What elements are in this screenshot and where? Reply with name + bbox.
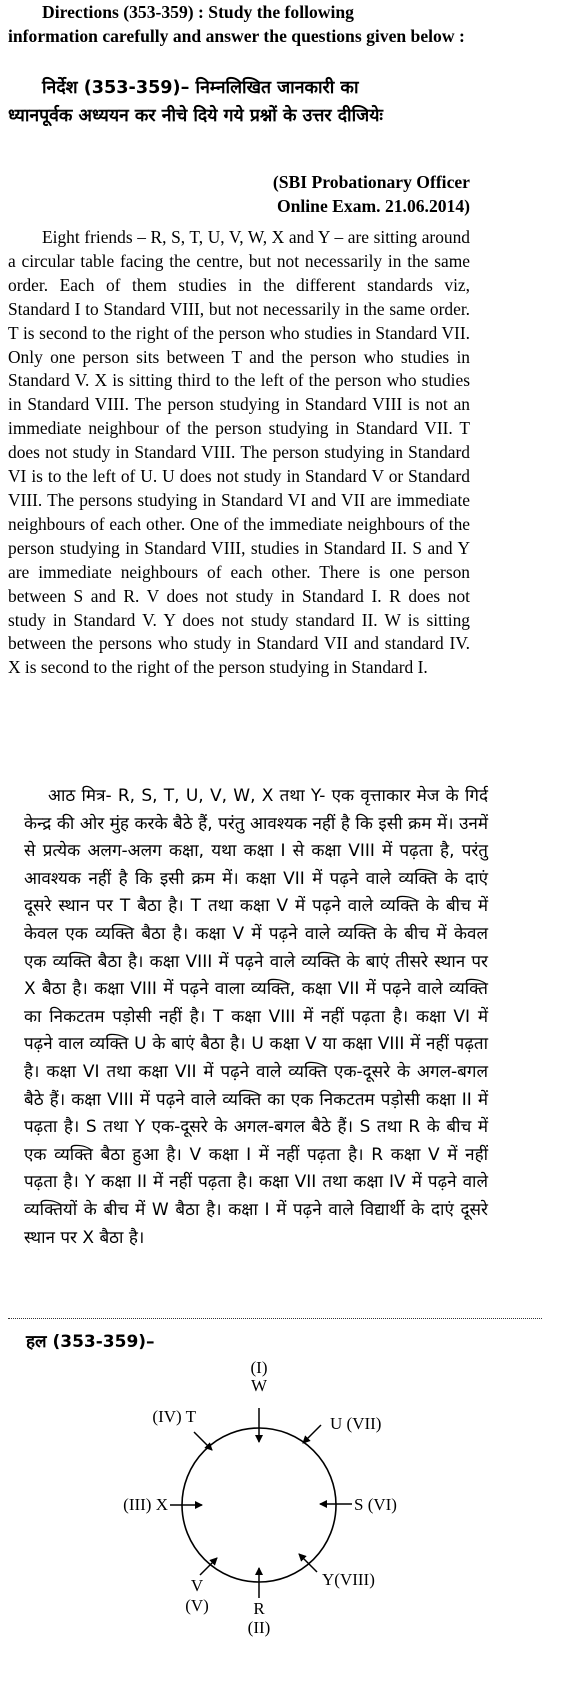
exam-source-line2: Online Exam. 21.06.2014) bbox=[276, 196, 470, 216]
directions-english bbox=[8, 0, 470, 48]
seat-w-label: W bbox=[250, 1376, 268, 1395]
directions-hindi bbox=[8, 74, 470, 130]
seat-v-standard: (V) bbox=[185, 1596, 209, 1615]
seat-x-label: (III) X bbox=[123, 1495, 168, 1514]
seat-r-label: R bbox=[253, 1599, 265, 1618]
passage-hindi: आठ मित्र- R, S, T, U, V, W, X तथा Y- एक वृत्ताकार मेज के गिर्द केन्द्र की ओर मुंह करके बैठे हैं, परंतु आवश्यक नहीं है कि इसी क्रम में। उनमें से प्रत्येक अलग-अलग कक्षा, यथा कक्षा I से कक्षा VIII में पढ़ता है, परंतु आवश्यक नहीं है कि इसी क्रम में। कक्षा VII में पढ़ने वाले व्यक्ति के दाएं दूसरे स्थान पर T बैठा है। T तथा कक्षा V में पढ़ने वाले व्यक्ति के बीच में केवल एक व्यक्ति बैठा है। कक्षा V में पढ़ने वाले व्यक्ति के बीच में केवल एक व्यक्ति बैठा है। कक्षा VIII में पढ़ने वाले व्यक्ति के बाएं तीसरे स्थान पर X बैठा है। कक्षा VIII में पढ़ने वाला व्यक्ति, कक्षा VII में पढ़ने वाले व्यक्ति का निकटतम पड़ोसी नहीं है। T कक्षा VIII में नहीं पढ़ता है। कक्षा VI में पढ़ने वाल व्यक्ति U के बाएं बैठा है। U कक्षा V या कक्षा VIII में नहीं पढ़ता है। कक्षा VI तथा कक्षा VII में पढ़ने वाले व्यक्ति एक-दूसरे के अगल-बगल बैठे हैं। कक्षा VIII में पढ़ने वाले व्यक्ति का एक निकटतम पड़ोसी कक्षा II में पढ़ता है। S तथा Y एक-दूसरे के अगल-बगल बैठे हैं। S तथा R के बीच में एक व्यक्ति बैठा हुआ है। V कक्षा I में नहीं पढ़ता है। R कक्षा V में नहीं पढ़ता है। Y कक्षा II में नहीं पढ़ता है। कक्षा VII तथा कक्षा IV में पढ़ने वाले व्यक्तियों के बीच में W बैठा है। कक्षा I में पढ़ने वाले विद्यार्थी के दाएं दूसरे स्थान पर X बैठा है। bbox=[24, 786, 488, 1248]
exam-source-line1: (SBI Probationary Officer bbox=[272, 172, 470, 192]
directions-hindi-lead: निर्देश (353-359)– निम्नलिखित जानकारी का bbox=[42, 78, 359, 98]
exam-source bbox=[273, 170, 470, 218]
seat-y-label: Y(VIII) bbox=[322, 1570, 375, 1589]
seat-w-standard: (I) bbox=[250, 1358, 268, 1377]
seating-diagram bbox=[0, 1350, 581, 1708]
directions-hindi-rest: ध्यानपूर्वक अध्ययन कर नीचे दिये गये प्रश्नों के उत्तर दीजियेः bbox=[8, 106, 383, 126]
section-divider bbox=[8, 1318, 542, 1319]
seat-v-label: V bbox=[190, 1576, 204, 1595]
seat-s-label: S (VI) bbox=[354, 1495, 397, 1514]
arrow-u bbox=[303, 1425, 321, 1443]
round-table bbox=[182, 1428, 336, 1582]
passage-english: Eight friends – R, S, T, U, V, W, X and Y – are sitting around a circular table facing the centre, but not necessarily in the same order. Each of them studies in the different standards viz, Standard I to Standard VIII, but not necessarily in the same order. T is second to the right of the person who studies in Standard VII. Only one person sits between T and the person who studies in Standard V. X is sitting third to the left of the person who studies in Standard VIII. The person studying in Standard VIII is not an immediate neighbour of the person studying in Standard VII. T does not study in Standard VIII. The person studying in Standard VI is to the left of U. U does not study in Standard V or Standard VIII. The persons studying in Standard VI and VII are immediate neighbours of each other. One of the immediate neighbours of the person studying in Standard VIII, studies in Standard II. S and Y are immediate neighbours of each other. There is one person between S and R. V does not study in Standard I. R does not study in Standard V. Y does not study standard II. W is sitting between the persons who study in Standard VII and standard IV. X is second to the right of the person studying in Standard I. bbox=[8, 227, 470, 678]
seat-u-label: U (VII) bbox=[330, 1414, 382, 1433]
directions-english-lead: Directions (353-359) : Study the following bbox=[42, 2, 354, 22]
solution-title: हल (353-359)– bbox=[26, 1332, 155, 1352]
arrow-t bbox=[194, 1432, 212, 1450]
arrow-v bbox=[200, 1558, 217, 1575]
directions-english-rest: information carefully and answer the questions given below : bbox=[8, 26, 465, 46]
seat-r-standard: (II) bbox=[247, 1618, 271, 1637]
seat-t-label: (IV) T bbox=[152, 1407, 196, 1426]
